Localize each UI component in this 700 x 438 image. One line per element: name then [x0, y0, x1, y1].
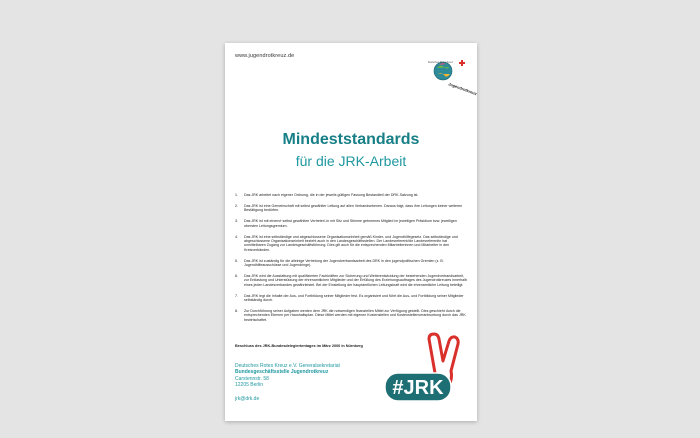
- list-item: 8. Zur Durchführung seiner Aufgaben werden dem JRK die notwendigen finanziellen Mittel zur Verfügung gestellt. Dies geschieht durch die entsprechenden Ebenen per Haushaltsplan. Diese Mittel werden mit eigenen Kostenstellen und Kostenstellenverantwortung durch das JRK bewirtschaftet.: [235, 309, 466, 322]
- document-title: Mindeststandards: [282, 131, 420, 148]
- address-line: Bundesgeschäftsstelle Jugendrotkreuz: [235, 369, 329, 376]
- list-item: 6. Das JRK wird die Ausstattung mit qualifizierten Fachkräften zur Sicherung und Weiterentwicklung der bestehenden Jugendverbandsarbeit, zur Entlastung und Unterstützung der ehrenamtlichen Mitglieder und der Erfüllung des Erziehungsauftrages des Jugendrotkreuzes innerhalb eines jeden Landesverbandes gewährleistet. Bei der Einstellung der hauptamtlichen Leitungskraft wird die ehrenamtliche Leitung beteiligt.: [235, 273, 467, 287]
- logo-arc-text: Jugendrotkreuz: [447, 81, 478, 97]
- list-item: 2. Das JRK ist eine Gemeinschaft mit selbst gewählter Leitung auf allen Verbandsebenen. Daraus folgt, dass ihre Leitungen keiner weiteren Bestätigung bedürfen.: [235, 203, 463, 213]
- website-url: www.jugendrotkreuz.de: [235, 53, 295, 59]
- peace-hand-badge-icon: [383, 331, 473, 407]
- badge-text: #JRK: [392, 377, 444, 399]
- address-line: Carstennstr. 58: [235, 375, 269, 382]
- list-item: 1. Das JRK arbeitet nach eigener Ordnung, die in der jeweils gültigen Fassung Bestandteil der DRK-Satzung ist.: [235, 193, 419, 197]
- resolution-note: Beschluss des JRK-Bundesdelegiertentages im März 2000 in Nürnberg: [235, 344, 363, 348]
- document-page: [225, 43, 477, 421]
- list-item: 4. Das JRK ist eine selbständige und abgeschlossene Organisationseinheit gemäß Kinder- und Jugendhilfegesetz. Das selbständige und abgeschlossene Organisationseinheit bezieht auch in den Landesgeschäftsstellen. Der Landesreferent/die Landesreferentin hat unmittelbaren Zugang zur Landesgeschäftsführung. Dies gilt auch für die entsprechenden Mitarbeiterinnen und Mitarbeiter in den Kreisverbänden.: [235, 234, 458, 252]
- list-item: 3. Das JRK ist mit einem/r selbst gewählten Vertreter/-in mit Sitz und Stimme geborenes Mitglied im jeweiligen Präsidium bzw. jeweiligen obersten Leitungsgremium.: [235, 219, 457, 228]
- document-subtitle: für die JRK-Arbeit: [295, 153, 407, 169]
- logo-top-text: Deutsches Rotes Kreuz: [427, 61, 453, 64]
- address-line: Deutsches Rotes Kreuz e.V. Generalsekretariat: [235, 363, 340, 369]
- list-item: 5. Das JRK ist zuständig für die alleinige Vertretung der Jugendverbandsarbeit des DRK in den jugendpolitischen Gremien (z. B. Jugendhilfeausschüsse und Jugendringe).: [235, 258, 444, 268]
- standards-list: [235, 193, 467, 329]
- list-item: 7. Das JRK legt die Inhalte der Aus- und Fortbildung seiner Mitglieder fest. Es organisiert und führt die Aus- und Fortbildung seiner Mitglieder selbständig durch.: [235, 293, 464, 303]
- jugendrotkreuz-logo-icon: [427, 53, 478, 97]
- address-block: [235, 363, 340, 389]
- email-link[interactable]: jrk@drk.de: [235, 396, 260, 402]
- address-line: 12205 Berlin: [235, 382, 264, 389]
